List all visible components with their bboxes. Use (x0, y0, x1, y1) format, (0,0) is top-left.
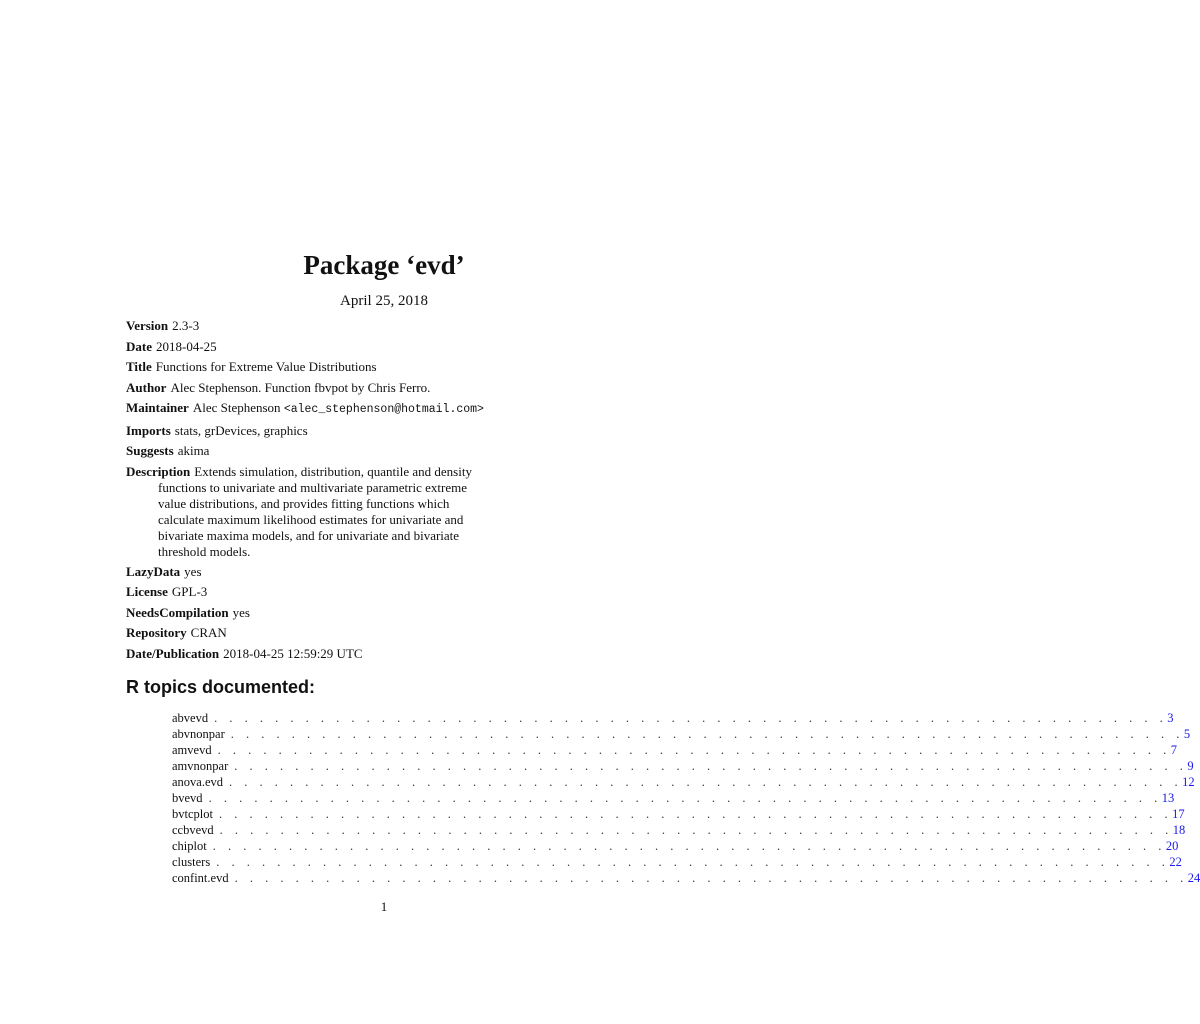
toc-entry[interactable]: abvevd . . . . . . . . . . . . . . . . . . . . . . . . . . . . . . . . . . . . . . . . . . . . . . . . . . . . . . . . . . . . . . . 3 (172, 711, 1174, 725)
toc-heading: R topics documented: (126, 677, 316, 697)
field-publication: Date/Publication 2018-04-25 12:59:29 UTC (126, 645, 363, 661)
page-number: 1 (380, 899, 388, 914)
toc-page-link[interactable]: 13 (1161, 791, 1175, 805)
toc-page-link[interactable]: 7 (1170, 743, 1177, 757)
field-maintainer: Maintainer Alec Stephenson <alec_stephenson@hotmail.com> (126, 400, 484, 416)
toc-page-link[interactable]: 12 (1182, 775, 1195, 789)
maintainer-email: <alec_stephenson@hotmail.com> (283, 403, 484, 416)
package-fields (126, 316, 646, 664)
toc-page-link[interactable]: 5 (1183, 727, 1191, 741)
toc-entry[interactable]: confint.evd . . . . . . . . . . . . . . . . . . . . . . . . . . . . . . . . . . . . . . . . . . . . . . . . . . . . . . . . . . . . . . . 24 (172, 871, 1200, 885)
toc-entry[interactable]: amvnonpar . . . . . . . . . . . . . . . . . . . . . . . . . . . . . . . . . . . . . . . . . . . . . . . . . . . . . . . . . . . . . . . 9 (172, 759, 1194, 773)
toc-list (172, 711, 1200, 887)
package-date: April 25, 2018 (340, 293, 428, 309)
toc-page-link[interactable]: 20 (1165, 839, 1179, 853)
field-needscompilation: NeedsCompilation yes (126, 604, 250, 620)
toc-page-link[interactable]: 22 (1169, 855, 1182, 869)
toc-entry[interactable]: bvtcplot . . . . . . . . . . . . . . . . . . . . . . . . . . . . . . . . . . . . . . . . . . . . . . . . . . . . . . . . . . . . . . . 17 (172, 807, 1185, 821)
toc-entry[interactable]: abvnonpar . . . . . . . . . . . . . . . . . . . . . . . . . . . . . . . . . . . . . . . . . . . . . . . . . . . . . . . . . . . . . . . 5 (172, 727, 1191, 741)
field-imports: Imports stats, grDevices, graphics (126, 422, 308, 438)
toc-page-link[interactable]: 3 (1167, 711, 1174, 725)
field-title: Title Functions for Extreme Value Distributions (126, 359, 377, 374)
toc-entry[interactable]: chiplot . . . . . . . . . . . . . . . . . . . . . . . . . . . . . . . . . . . . . . . . . . . . . . . . . . . . . . . . . . . . . . . 20 (172, 839, 1179, 853)
toc-entry[interactable]: anova.evd . . . . . . . . . . . . . . . . . . . . . . . . . . . . . . . . . . . . . . . . . . . . . . . . . . . . . . . . . . . . . . . 12 (172, 775, 1195, 789)
field-license: License GPL-3 (126, 584, 208, 599)
toc-page-link[interactable]: 9 (1187, 759, 1194, 773)
field-description: Description Extends simulation, distribution, quantile and density functions to univariate and multivariate parametric extreme value distributions, and provides fitting functions which calculate maximum likelihood estimates for univariate and bivariate maxima models, and for univariate and bivariate threshold models. (126, 463, 472, 559)
package-title: Package ‘evd’ (303, 250, 465, 280)
toc-page-link[interactable]: 18 (1172, 823, 1186, 837)
field-suggests: Suggests akima (126, 443, 210, 458)
toc-page-link[interactable]: 24 (1187, 871, 1200, 885)
toc-entry[interactable]: ccbvevd . . . . . . . . . . . . . . . . . . . . . . . . . . . . . . . . . . . . . . . . . . . . . . . . . . . . . . . . . . . . . . . 18 (172, 823, 1186, 837)
toc-page-link[interactable]: 17 (1172, 807, 1185, 821)
toc-entry[interactable]: bvevd . . . . . . . . . . . . . . . . . . . . . . . . . . . . . . . . . . . . . . . . . . . . . . . . . . . . . . . . . . . . . . . 13 (172, 791, 1175, 805)
field-repository: Repository CRAN (126, 625, 227, 640)
field-lazydata: LazyData yes (126, 563, 202, 579)
field-version: Version 2.3-3 (126, 318, 200, 333)
field-author: Author Alec Stephenson. Function fbvpot by Chris Ferro. (126, 379, 431, 395)
toc-entry[interactable]: amvevd . . . . . . . . . . . . . . . . . . . . . . . . . . . . . . . . . . . . . . . . . . . . . . . . . . . . . . . . . . . . . . . 7 (172, 743, 1177, 757)
toc-entry[interactable]: clusters . . . . . . . . . . . . . . . . . . . . . . . . . . . . . . . . . . . . . . . . . . . . . . . . . . . . . . . . . . . . . . . 22 (172, 855, 1182, 869)
field-date: Date 2018-04-25 (126, 338, 217, 354)
